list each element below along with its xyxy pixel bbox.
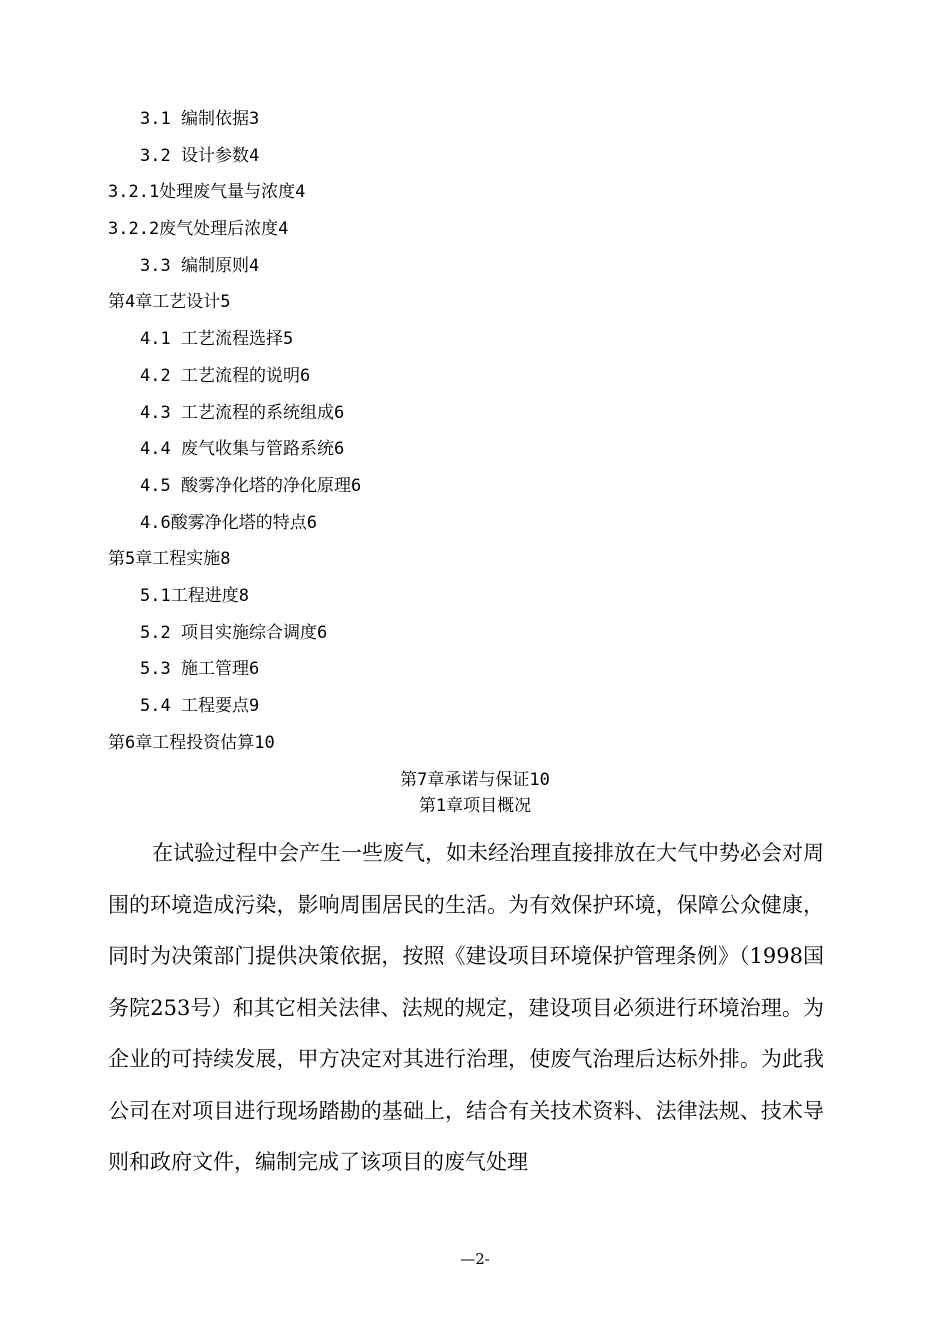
table-of-contents xyxy=(0,101,950,761)
toc-entry[interactable]: 4.1 工艺流程选择5 xyxy=(140,329,294,350)
toc-entry[interactable]: 4.6酸雾净化塔的特点6 xyxy=(140,512,317,533)
toc-entry[interactable]: 4.2 工艺流程的说明6 xyxy=(140,365,311,386)
toc-entry[interactable]: 第5章工程实施8 xyxy=(108,549,231,570)
toc-entry[interactable]: 4.4 废气收集与管路系统6 xyxy=(140,439,345,460)
toc-entry-centered[interactable]: 第7章承诺与保证10 xyxy=(400,770,550,790)
toc-entry[interactable]: 3.3 编制原则4 xyxy=(140,255,260,276)
page-number: —2- xyxy=(460,1250,490,1268)
toc-entry[interactable]: 4.3 工艺流程的系统组成6 xyxy=(140,402,345,423)
toc-entry[interactable]: 3.2.2废气处理后浓度4 xyxy=(108,219,289,240)
toc-entry[interactable]: 5.2 项目实施综合调度6 xyxy=(140,622,328,643)
chapter-heading: 第1章项目概况 xyxy=(418,796,532,816)
toc-entry[interactable]: 5.3 施工管理6 xyxy=(140,659,260,680)
toc-entry[interactable]: 3.2.1处理废气量与浓度4 xyxy=(108,182,306,203)
toc-entry[interactable]: 第6章工程投资估算10 xyxy=(108,732,275,753)
toc-entry[interactable]: 5.1工程进度8 xyxy=(140,585,249,606)
toc-entry[interactable]: 3.1 编制依据3 xyxy=(140,109,260,129)
toc-entry[interactable]: 第4章工艺设计5 xyxy=(108,292,231,313)
body-paragraph: 在试验过程中会产生一些废气，如未经治理直接排放在大气中势必会对周围的环境造成污染，影响周围居民的生活。为有效保护环境，保障公众健康，同时为决策部门提供决策依据，按照《建设项目环境保护管理条例》（1998国务院253号）和其它相关法律、法规的规定，建设项目必须进行环境治理。为企业的可持续发展，甲方决定对其进行治理，使废气治理后达标外排。为此我公司在对项目进行现场踏勘的基础上，结合有关技术资料、法律法规、技术导则和政府文件，编制完成了该项目的废气处理 xyxy=(108,841,824,1174)
toc-entry[interactable]: 4.5 酸雾净化塔的净化原理6 xyxy=(140,475,362,496)
toc-entry[interactable]: 3.2 设计参数4 xyxy=(140,145,260,166)
toc-entry[interactable]: 5.4 工程要点9 xyxy=(140,696,260,716)
